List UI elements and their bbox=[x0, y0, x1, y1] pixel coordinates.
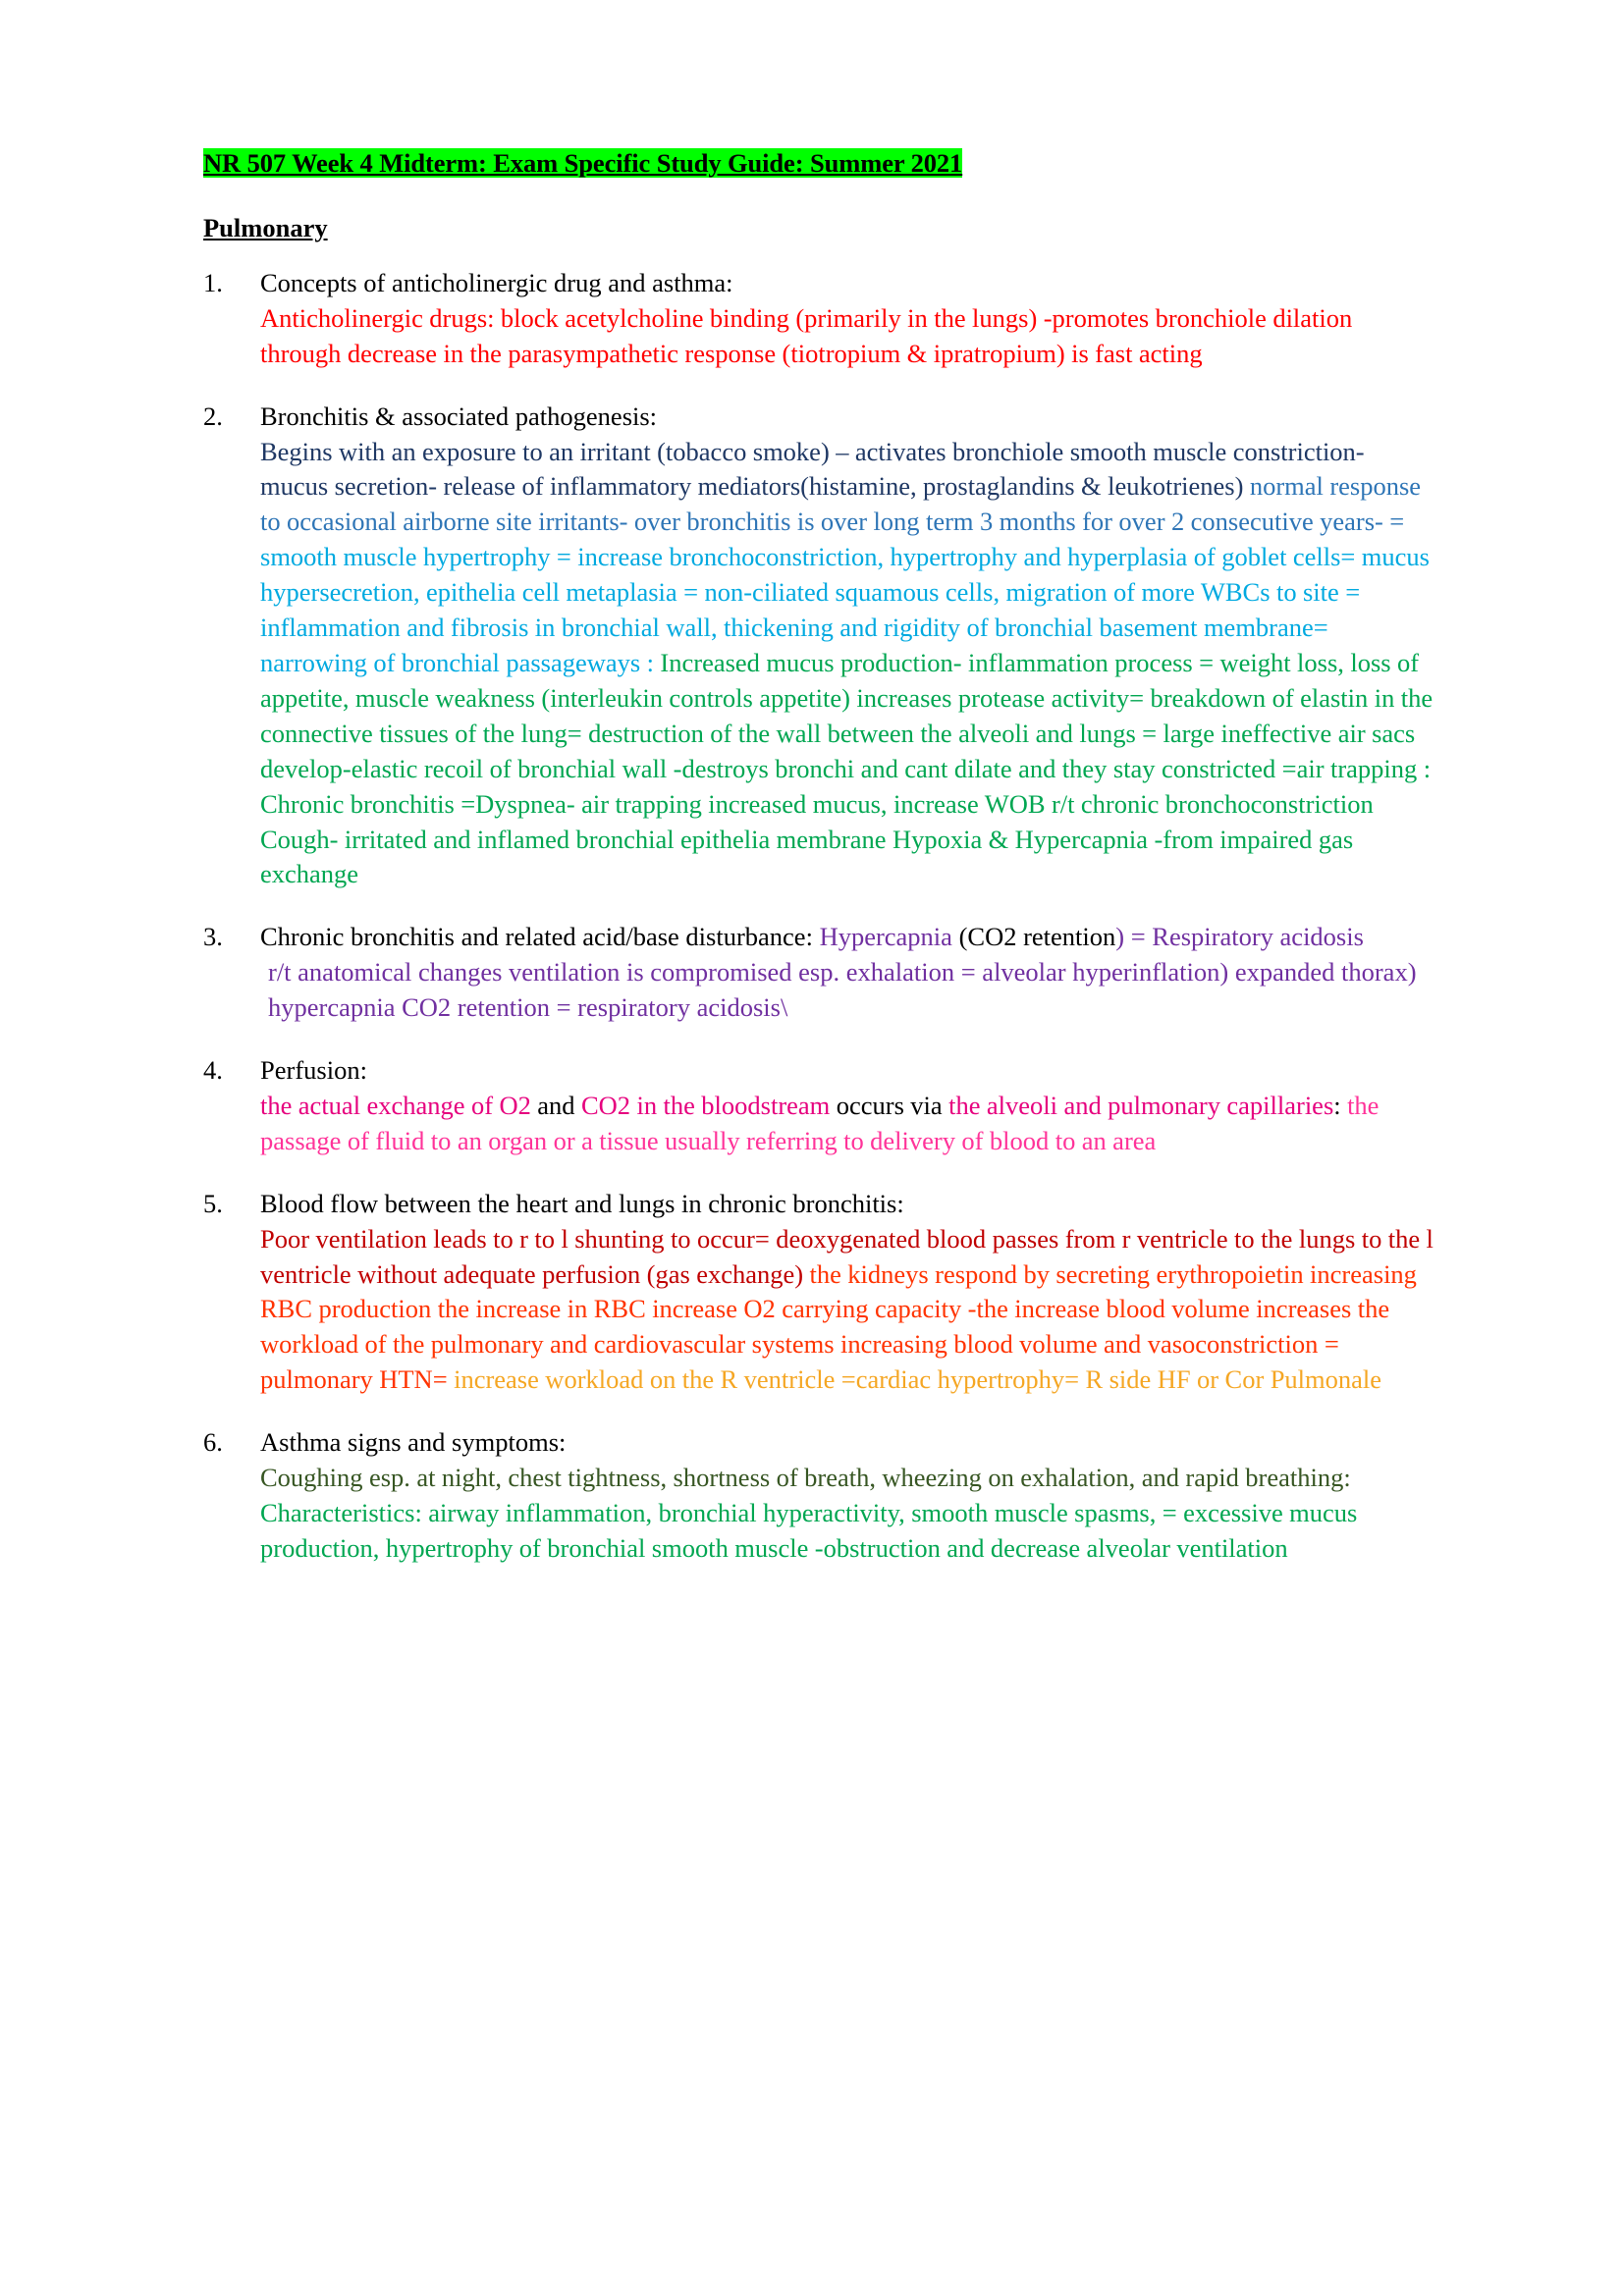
item-4-seg-1: the actual exchange of O2 bbox=[260, 1090, 538, 1120]
item-3-heading bbox=[260, 920, 1434, 955]
item-4-seg-4: occurs via bbox=[836, 1090, 949, 1120]
item-2-body-blue: normal response to occasional airborne site irritants- over bronchitis is over long term 3 months for over 2 consecutive years- = bbox=[260, 471, 1428, 537]
study-guide-item-list bbox=[203, 266, 1440, 1567]
item-4-seg-7: the passage of fluid to an organ or a tissue usually referring to delivery of blood to an area bbox=[260, 1090, 1385, 1155]
item-2-body-navy: Begins with an exposure to an irritant (tobacco smoke) – activates bronchiole smooth muscle constriction- mucus secretion- release of inflammatory mediators(histamine, prostaglandins & leukotrienes) bbox=[260, 436, 1372, 502]
item-2-heading: Bronchitis & associated pathogenesis: bbox=[260, 400, 658, 431]
item-5-heading: Blood flow between the heart and lungs in chronic bronchitis: bbox=[260, 1188, 904, 1218]
item-3-body: r/t anatomical changes ventilation is compromised esp. exhalation = alveolar hyperinflation) expanded thorax) hypercapnia CO2 retention = respiratory acidosis\ bbox=[268, 957, 1424, 1023]
list-item-4 bbox=[203, 1053, 1434, 1159]
document-title: NR 507 Week 4 Midterm: Exam Specific Study Guide: Summer 2021 bbox=[203, 148, 963, 178]
item-4-body bbox=[260, 1089, 1434, 1159]
title-row bbox=[203, 147, 1434, 180]
item-2-body-green: Increased mucus production- inflammation process = weight loss, loss of appetite, muscle weakness (interleukin controls appetite) increases protease activity= breakdown of elastin in the connective tissues of the lung= destruction of the wall between the alveoli and lungs = large ineffective air sacs develop-elastic recoil of bronchial wall -destroys bronchi and cant dilate and they stay constricted =air trapping : Chronic bronchitis =Dyspnea- air trapping increased mucus, increase WOB r/t chronic bronchoconstriction Cough- irritated and inflamed bronchial epithelia membrane Hypoxia & Hypercapnia -from impaired gas exchange bbox=[260, 647, 1439, 889]
item-4-seg-2: and bbox=[537, 1090, 581, 1120]
item-2-body-cyan: smooth muscle hypertrophy = increase bronchoconstriction, hypertrophy and hyperplasia of goblet cells= mucus hypersecretion, epithelia cell metaplasia = non-ciliated squamous cells, migration of more WBCs to site = inflammation and fibrosis in bronchial wall, thickening and rigidity of bronchial basement membrane= narrowing of bronchial passageways : bbox=[260, 542, 1436, 677]
list-item-3 bbox=[203, 920, 1434, 1026]
item-3-co2-retention: (CO2 retention bbox=[958, 922, 1116, 952]
item-4-seg-6: : bbox=[1333, 1090, 1348, 1120]
list-item-1 bbox=[203, 266, 1434, 372]
item-5-body bbox=[260, 1222, 1440, 1399]
item-5-seg-orange: increase workload on the R ventricle =cardiac hypertrophy= R side HF or Cor Pulmonale bbox=[454, 1364, 1382, 1395]
item-1-body: Anticholinergic drugs: block acetylcholine binding (primarily in the lungs) -promotes bronchiole dilation through decrease in the parasympathetic response (tiotropium & ipratropium) is fast acting bbox=[260, 302, 1359, 368]
item-4-heading: Perfusion: bbox=[260, 1055, 367, 1086]
item-1-heading: Concepts of anticholinergic drug and asthma: bbox=[260, 267, 733, 297]
item-6-seg-green: Characteristics: airway inflammation, bronchial hyperactivity, smooth muscle spasms, = excessive mucus production, hypertrophy of bronchial smooth muscle -obstruction and decrease alveolar ventilation bbox=[260, 1498, 1364, 1563]
section-heading-pulmonary: Pulmonary bbox=[203, 213, 328, 243]
list-item-2 bbox=[203, 400, 1439, 893]
item-6-heading: Asthma signs and symptoms: bbox=[260, 1427, 567, 1458]
item-4-seg-5: the alveoli and pulmonary capillaries bbox=[948, 1090, 1334, 1120]
item-2-body bbox=[260, 435, 1439, 893]
list-item-6 bbox=[203, 1425, 1434, 1567]
item-3-respiratory-acidosis: ) = Respiratory acidosis bbox=[1115, 922, 1364, 952]
list-item-5 bbox=[203, 1187, 1440, 1398]
item-4-seg-3: CO2 in the bloodstream bbox=[580, 1090, 837, 1120]
item-6-body bbox=[260, 1461, 1434, 1567]
item-5-seg-orangered: the kidneys respond by secreting erythropoietin increasing RBC production the increase in RBC increase O2 carrying capacity -the increase blood volume increases the workload of the pulmonary and cardiovascular systems increasing blood volume and vasoconstriction = pulmonary HTN= bbox=[260, 1258, 1424, 1395]
item-5-seg-darkred: Poor ventilation leads to r to l shunting to occur= deoxygenated blood passes from r ventricle to the lungs to the l ventricle without adequate perfusion (gas exchange) bbox=[260, 1223, 1440, 1289]
item-3-heading-label: Chronic bronchitis and related acid/base disturbance: bbox=[260, 922, 820, 952]
item-3-hypercapnia: Hypercapnia bbox=[819, 922, 959, 952]
item-6-seg-olive: Coughing esp. at night, chest tightness, shortness of breath, wheezing on exhalation, and rapid breathing: bbox=[260, 1463, 1358, 1493]
